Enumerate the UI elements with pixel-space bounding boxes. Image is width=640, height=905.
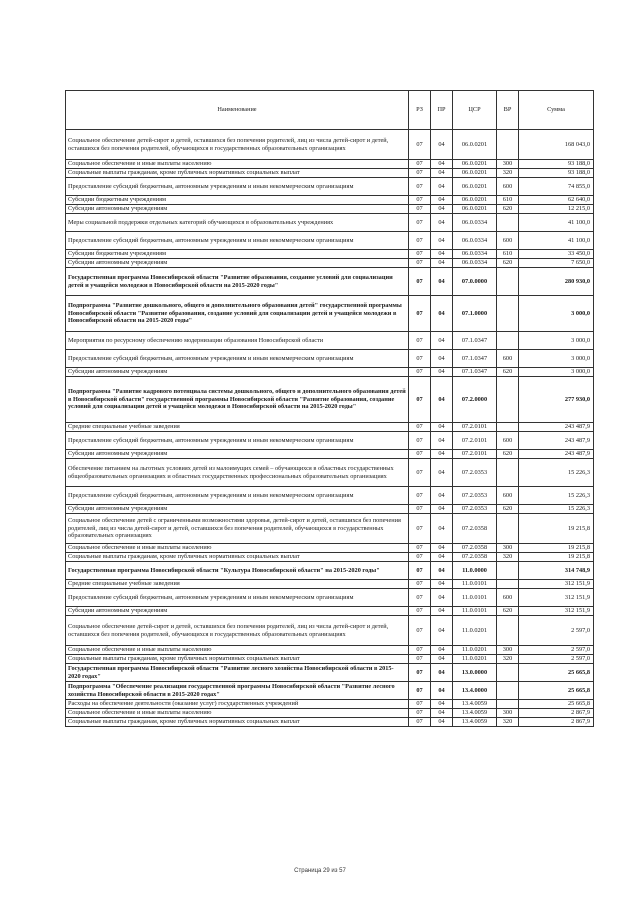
cell-pr: 04 [431,709,453,718]
cell-rz: 07 [409,553,431,562]
cell-sum: 243 487,9 [519,450,594,459]
table-row [66,514,594,544]
cell-vr: 600 [497,350,519,368]
cell-name: Подпрограмма "Развитие дошкольного, общего и дополнительного образования детей" государственной программы Новосибирской области "Развитие образования, создание условий для социализации детей и учащейся молодежи в Новосибирской области на 2015-2020 годы" [66,296,409,332]
header-csr: ЦСР [453,91,497,130]
cell-sum: 168 043,0 [519,130,594,160]
cell-pr: 04 [431,377,453,423]
cell-pr: 04 [431,682,453,700]
table-row [66,505,594,514]
cell-csr: 07.2.0101 [453,432,497,450]
cell-sum: 3 000,0 [519,296,594,332]
cell-vr [497,562,519,580]
cell-name: Субсидии бюджетным учреждениям [66,196,409,205]
cell-pr: 04 [431,169,453,178]
cell-csr: 06.0.0201 [453,160,497,169]
cell-vr: 320 [497,169,519,178]
cell-vr: 320 [497,553,519,562]
cell-sum: 62 640,0 [519,196,594,205]
table-row [66,214,594,232]
cell-vr: 620 [497,205,519,214]
cell-pr: 04 [431,580,453,589]
cell-pr: 04 [431,332,453,350]
table-row [66,377,594,423]
table-row [66,296,594,332]
cell-sum: 15 226,3 [519,505,594,514]
cell-sum: 15 226,3 [519,487,594,505]
cell-rz: 07 [409,423,431,432]
cell-csr: 13.4.0059 [453,718,497,727]
cell-rz: 07 [409,646,431,655]
cell-csr: 13.4.0000 [453,682,497,700]
header-pr: ПР [431,91,453,130]
cell-rz: 07 [409,259,431,268]
cell-vr [497,332,519,350]
table-row [66,268,594,296]
cell-rz: 07 [409,459,431,487]
cell-sum: 19 215,8 [519,544,594,553]
cell-sum: 312 151,9 [519,607,594,616]
header-vr: ВР [497,91,519,130]
cell-vr: 620 [497,505,519,514]
table-row [66,160,594,169]
cell-csr: 11.0.0101 [453,580,497,589]
table-row [66,259,594,268]
cell-csr: 07.2.0358 [453,514,497,544]
cell-csr: 11.0.0000 [453,562,497,580]
cell-vr [497,130,519,160]
cell-name: Предоставление субсидий бюджетным, автономным учреждениям и иным некоммерческим организациям [66,178,409,196]
table-row [66,368,594,377]
cell-csr: 06.0.0334 [453,214,497,232]
table-row [66,664,594,682]
cell-rz: 07 [409,655,431,664]
cell-pr: 04 [431,664,453,682]
cell-pr: 04 [431,432,453,450]
cell-sum: 33 450,0 [519,250,594,259]
cell-name: Социальное обеспечение и иные выплаты населению [66,709,409,718]
cell-vr [497,268,519,296]
cell-csr: 07.2.0358 [453,544,497,553]
cell-sum: 25 665,8 [519,682,594,700]
cell-sum: 2 597,0 [519,616,594,646]
cell-pr: 04 [431,296,453,332]
cell-pr: 04 [431,487,453,505]
cell-vr: 300 [497,709,519,718]
table-row [66,553,594,562]
cell-rz: 07 [409,682,431,700]
cell-vr: 600 [497,589,519,607]
cell-name: Подпрограмма "Развитие кадрового потенциала системы дошкольного, общего и дополнительного образования детей в Новосибирской области" государственной программы Новосибирской области "Развитие образования, создание условий для социализации детей и учащейся молодежи в Новосибирской области на 2015-2020 годы" [66,377,409,423]
cell-sum: 2 597,0 [519,655,594,664]
cell-name: Социальное обеспечение и иные выплаты населению [66,160,409,169]
cell-vr: 620 [497,259,519,268]
cell-name: Субсидии автономным учреждениям [66,505,409,514]
cell-vr: 610 [497,250,519,259]
cell-rz: 07 [409,700,431,709]
cell-rz: 07 [409,377,431,423]
table-row [66,487,594,505]
cell-rz: 07 [409,350,431,368]
table-row [66,607,594,616]
cell-csr: 07.2.0000 [453,377,497,423]
cell-csr: 06.0.0334 [453,250,497,259]
cell-rz: 07 [409,250,431,259]
cell-name: Социальное обеспечение детей с ограниченными возможностями здоровья, детей-сирот и детей, оставшихся без попечения родителей, лиц из числа детей-сирот и детей, оставшихся без попечения родителей, обучающихся в государственных образовательных организациях [66,514,409,544]
cell-name: Субсидии автономным учреждениям [66,607,409,616]
cell-vr [497,214,519,232]
cell-rz: 07 [409,514,431,544]
table-row [66,178,594,196]
cell-sum: 3 000,0 [519,368,594,377]
cell-vr: 300 [497,544,519,553]
cell-name: Предоставление субсидий бюджетным, автономным учреждениям и иным некоммерческим организациям [66,232,409,250]
table-row [66,205,594,214]
cell-name: Субсидии автономным учреждениям [66,259,409,268]
header-name: Наименование [66,91,409,130]
cell-rz: 07 [409,432,431,450]
cell-vr [497,580,519,589]
cell-sum: 25 665,8 [519,664,594,682]
cell-vr [497,664,519,682]
cell-vr: 620 [497,368,519,377]
cell-csr: 07.2.0101 [453,423,497,432]
cell-sum: 74 855,0 [519,178,594,196]
cell-rz: 07 [409,205,431,214]
cell-sum: 12 215,0 [519,205,594,214]
table-row [66,350,594,368]
cell-pr: 04 [431,160,453,169]
cell-pr: 04 [431,607,453,616]
cell-sum: 15 226,3 [519,459,594,487]
cell-vr [497,616,519,646]
table-row [66,459,594,487]
cell-pr: 04 [431,514,453,544]
cell-pr: 04 [431,178,453,196]
cell-rz: 07 [409,196,431,205]
table-row [66,169,594,178]
table-row [66,616,594,646]
cell-vr [497,423,519,432]
cell-sum: 243 487,9 [519,423,594,432]
cell-vr [497,700,519,709]
cell-vr [497,459,519,487]
table-row [66,655,594,664]
cell-sum: 312 151,9 [519,580,594,589]
cell-csr: 07.2.0353 [453,459,497,487]
cell-csr: 06.0.0201 [453,130,497,160]
cell-name: Предоставление субсидий бюджетным, автономным учреждениям и иным некоммерческим организациям [66,589,409,607]
cell-vr: 600 [497,178,519,196]
cell-vr [497,296,519,332]
cell-rz: 07 [409,505,431,514]
cell-csr: 13.4.0059 [453,709,497,718]
cell-vr: 600 [497,432,519,450]
cell-name: Социальные выплаты гражданам, кроме публичных нормативных социальных выплат [66,553,409,562]
cell-csr: 07.0.0000 [453,268,497,296]
table-row [66,250,594,259]
cell-sum: 243 487,9 [519,432,594,450]
cell-pr: 04 [431,130,453,160]
cell-sum: 312 151,9 [519,589,594,607]
cell-pr: 04 [431,214,453,232]
cell-pr: 04 [431,553,453,562]
cell-sum: 19 215,8 [519,514,594,544]
cell-pr: 04 [431,718,453,727]
cell-csr: 11.0.0201 [453,646,497,655]
cell-csr: 11.0.0101 [453,607,497,616]
cell-pr: 04 [431,205,453,214]
cell-vr: 320 [497,655,519,664]
cell-sum: 93 188,0 [519,160,594,169]
table-row [66,196,594,205]
cell-rz: 07 [409,214,431,232]
cell-sum: 2 597,0 [519,646,594,655]
cell-rz: 07 [409,368,431,377]
cell-name: Социальное обеспечение детей-сирот и детей, оставшихся без попечения родителей, лиц из числа детей-сирот и детей, оставшихся без попечения родителей, обучающихся в государственных образовательных организациях [66,616,409,646]
cell-pr: 04 [431,259,453,268]
cell-sum: 3 000,0 [519,350,594,368]
cell-name: Субсидии автономным учреждениям [66,205,409,214]
cell-sum: 41 100,0 [519,214,594,232]
cell-csr: 11.0.0201 [453,655,497,664]
cell-csr: 07.1.0347 [453,332,497,350]
cell-name: Средние специальные учебные заведения [66,580,409,589]
cell-pr: 04 [431,250,453,259]
cell-sum: 93 188,0 [519,169,594,178]
table-row [66,580,594,589]
cell-vr: 320 [497,718,519,727]
table-row [66,718,594,727]
cell-rz: 07 [409,450,431,459]
cell-vr: 300 [497,160,519,169]
cell-rz: 07 [409,544,431,553]
table-row [66,450,594,459]
cell-sum: 19 215,8 [519,553,594,562]
table-header-row [66,91,594,130]
header-sum: Сумма [519,91,594,130]
cell-rz: 07 [409,296,431,332]
cell-pr: 04 [431,700,453,709]
cell-rz: 07 [409,562,431,580]
cell-pr: 04 [431,616,453,646]
header-rz: РЗ [409,91,431,130]
cell-name: Предоставление субсидий бюджетным, автономным учреждениям и иным некоммерческим организациям [66,432,409,450]
cell-rz: 07 [409,709,431,718]
cell-vr: 620 [497,607,519,616]
cell-rz: 07 [409,487,431,505]
cell-csr: 13.0.0000 [453,664,497,682]
cell-csr: 13.4.0059 [453,700,497,709]
cell-csr: 06.0.0334 [453,259,497,268]
table-body [66,130,594,727]
cell-name: Социальное обеспечение и иные выплаты населению [66,646,409,655]
cell-csr: 06.0.0201 [453,169,497,178]
table-row [66,332,594,350]
cell-csr: 07.2.0353 [453,505,497,514]
cell-csr: 07.2.0353 [453,487,497,505]
cell-rz: 07 [409,178,431,196]
cell-name: Субсидии автономным учреждениям [66,368,409,377]
table-row [66,130,594,160]
cell-name: Социальное обеспечение и иные выплаты населению [66,544,409,553]
cell-pr: 04 [431,368,453,377]
cell-pr: 04 [431,544,453,553]
cell-csr: 11.0.0201 [453,616,497,646]
cell-csr: 11.0.0101 [453,589,497,607]
cell-csr: 06.0.0201 [453,178,497,196]
cell-rz: 07 [409,607,431,616]
cell-csr: 06.0.0334 [453,232,497,250]
budget-table [65,90,594,727]
cell-name: Социальные выплаты гражданам, кроме публичных нормативных социальных выплат [66,718,409,727]
cell-rz: 07 [409,232,431,250]
cell-pr: 04 [431,589,453,607]
cell-name: Мероприятия по ресурсному обеспечению модернизации образования Новосибирской области [66,332,409,350]
cell-pr: 04 [431,423,453,432]
cell-csr: 07.1.0000 [453,296,497,332]
table-row [66,682,594,700]
cell-name: Субсидии бюджетным учреждениям [66,250,409,259]
cell-sum: 25 665,8 [519,700,594,709]
table-row [66,709,594,718]
cell-vr: 300 [497,646,519,655]
cell-vr: 600 [497,232,519,250]
cell-vr: 600 [497,487,519,505]
cell-name: Субсидии автономным учреждениям [66,450,409,459]
cell-rz: 07 [409,664,431,682]
cell-sum: 2 867,9 [519,709,594,718]
cell-pr: 04 [431,655,453,664]
cell-pr: 04 [431,350,453,368]
cell-rz: 07 [409,580,431,589]
cell-csr: 06.0.0201 [453,196,497,205]
cell-name: Средние специальные учебные заведения [66,423,409,432]
table-row [66,544,594,553]
cell-sum: 277 930,0 [519,377,594,423]
cell-sum: 314 748,9 [519,562,594,580]
cell-name: Государственная программа Новосибирской области "Развитие лесного хозяйства Новосибирской области в 2015-2020 годах" [66,664,409,682]
table-row [66,589,594,607]
cell-sum: 3 000,0 [519,332,594,350]
cell-pr: 04 [431,268,453,296]
cell-name: Социальное обеспечение детей-сирот и детей, оставшихся без попечения родителей, лиц из числа детей-сирот и детей, оставшихся без попечения родителей, обучающихся в государственных образовательных организациях [66,130,409,160]
cell-pr: 04 [431,450,453,459]
cell-sum: 41 100,0 [519,232,594,250]
cell-name: Подпрограмма "Обеспечение реализации государственной программы Новосибирской области "Развитие лесного хозяйства Новосибирской области в 2015-2020 годах" [66,682,409,700]
cell-rz: 07 [409,130,431,160]
cell-name: Государственная программа Новосибирской области "Культура Новосибирской области" на 2015-2020 годы" [66,562,409,580]
cell-pr: 04 [431,232,453,250]
cell-name: Социальные выплаты гражданам, кроме публичных нормативных социальных выплат [66,655,409,664]
cell-name: Социальные выплаты гражданам, кроме публичных нормативных социальных выплат [66,169,409,178]
cell-csr: 07.2.0358 [453,553,497,562]
cell-vr [497,377,519,423]
cell-sum: 7 650,0 [519,259,594,268]
table-row [66,700,594,709]
cell-name: Обеспечение питанием на льготных условиях детей из малоимущих семей – обучающихся в областных государственных общеобразовательных организациях и областных государственных профессиональных образовательных организациях [66,459,409,487]
table-row [66,646,594,655]
cell-pr: 04 [431,646,453,655]
cell-pr: 04 [431,459,453,487]
table-row [66,562,594,580]
cell-name: Меры социальной поддержки отдельных категорий обучающихся в образовательных учреждениях [66,214,409,232]
cell-name: Предоставление субсидий бюджетным, автономным учреждениям и иным некоммерческим организациям [66,350,409,368]
cell-pr: 04 [431,562,453,580]
cell-vr [497,514,519,544]
cell-name: Расходы на обеспечение деятельности (оказание услуг) государственных учреждений [66,700,409,709]
cell-name: Государственная программа Новосибирской области "Развитие образования, создание условий для социализации детей и учащейся молодежи в Новосибирской области на 2015-2020 годы" [66,268,409,296]
cell-pr: 04 [431,196,453,205]
cell-name: Предоставление субсидий бюджетным, автономным учреждениям и иным некоммерческим организациям [66,487,409,505]
cell-csr: 07.1.0347 [453,368,497,377]
cell-csr: 07.2.0101 [453,450,497,459]
cell-sum: 2 867,9 [519,718,594,727]
cell-rz: 07 [409,332,431,350]
cell-csr: 07.1.0347 [453,350,497,368]
cell-pr: 04 [431,505,453,514]
cell-rz: 07 [409,268,431,296]
cell-sum: 280 930,0 [519,268,594,296]
table-row [66,232,594,250]
cell-rz: 07 [409,718,431,727]
page-number: Страница 29 из 57 [294,868,346,874]
table-row [66,423,594,432]
cell-vr: 620 [497,450,519,459]
cell-csr: 06.0.0201 [453,205,497,214]
table-row [66,432,594,450]
cell-rz: 07 [409,616,431,646]
cell-vr: 610 [497,196,519,205]
cell-rz: 07 [409,589,431,607]
cell-rz: 07 [409,160,431,169]
cell-vr [497,682,519,700]
cell-rz: 07 [409,169,431,178]
